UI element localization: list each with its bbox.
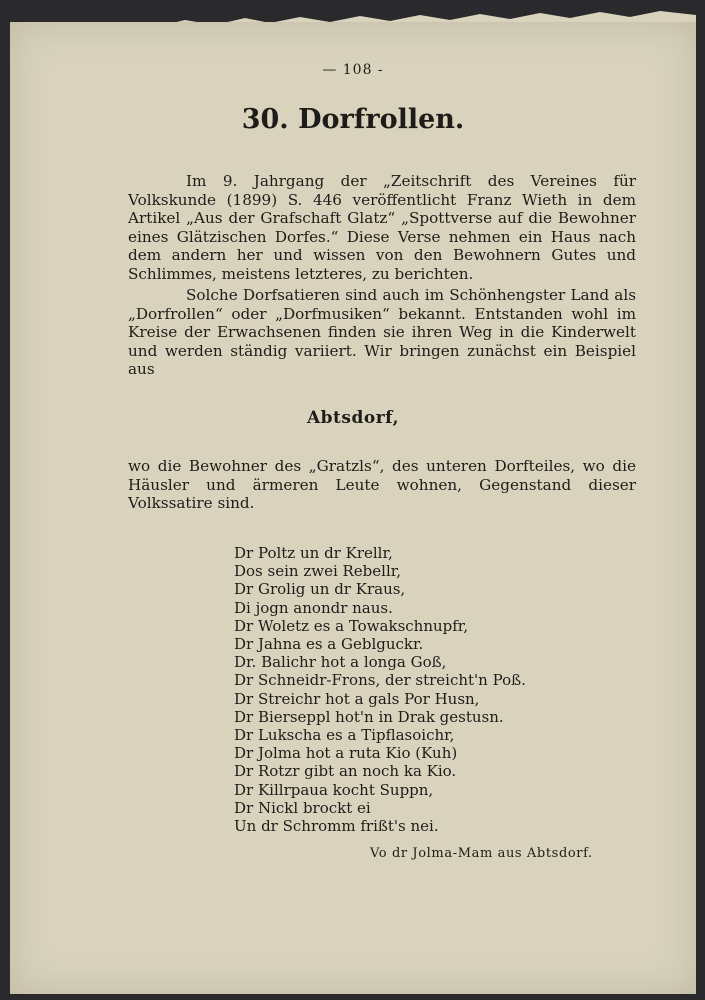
poem-line: Dr Nickl brockt ei <box>234 798 371 817</box>
poem-line: Dr Jahna es a Geblguckr. <box>234 635 424 654</box>
description-paragraph: wo die Bewohner des „Gratzls“, des unteren Dorfteiles, wo die Häusler und ärmeren Leute wohnen, Gegenstand dieser Volkssatire sind. <box>128 457 636 513</box>
poem-line: Dr Streichr hot a gals Por Husn, <box>234 689 480 708</box>
poem-line: Dr. Balichr hot a longa Goß, <box>234 653 447 672</box>
poem-line: Di jogn anondr naus. <box>234 598 393 617</box>
document-page <box>10 22 696 994</box>
page-title: 30. Dorfrollen. <box>241 104 465 135</box>
intro-paragraph-text: Im 9. Jahrgang der „Zeitschrift des Vereines für Volkskunde (1899) S. 446 veröffentlicht Franz Wieth in dem Artikel „Aus der Grafschaft Glatz“ „Spottverse auf die Bewohner eines Glätzischen Dorfes.“ Diese Verse nehmen ein Haus nach dem andern her und wissen von den Bewohnern Gutes und Schlimmes, meistens letzteres, zu berichten. <box>128 172 636 283</box>
poem-line: Dos sein zwei Rebellr, <box>234 562 402 581</box>
poem-line: Dr Killrpaua kocht Suppn, <box>234 780 434 799</box>
poem-line: Un dr Schromm frißt's nei. <box>234 817 439 836</box>
poem-line: Dr Schneidr-Frons, der streicht'n Poß. <box>234 671 526 690</box>
poem-attribution: Vo dr Jolma-Mam aus Abtsdorf. <box>370 846 593 861</box>
poem-line: Dr Jolma hot a ruta Kio (Kuh) <box>234 744 458 763</box>
poem-line: Dr Rotzr gibt an noch ka Kio. <box>234 762 457 781</box>
poem <box>234 544 634 835</box>
intro-paragraph <box>128 172 636 284</box>
poem-line: Dr Lukscha es a Tipflasoichr, <box>234 726 455 745</box>
second-paragraph-text: Solche Dorfsatieren sind auch im Schönhengster Land als „Dorfrollen“ oder „Dorfmusiken“ bekannt. Entstanden wohl im Kreise der Erwachsenen finden sie ihren Weg in die Kinderwelt und werden ständig variiert. Wir bringen zunächst ein Beispiel aus <box>128 286 636 379</box>
second-paragraph <box>128 286 636 379</box>
poem-line: Dr Poltz un dr Krellr, <box>234 544 393 562</box>
section-heading: Abtsdorf, <box>306 408 400 428</box>
poem-line: Dr Bierseppl hot'n in Drak gestusn. <box>234 707 504 726</box>
page-number: — 108 - <box>322 62 384 78</box>
poem-line: Dr Woletz es a Towakschnupfr, <box>234 616 469 635</box>
poem-line: Dr Grolig un dr Kraus, <box>234 580 406 599</box>
